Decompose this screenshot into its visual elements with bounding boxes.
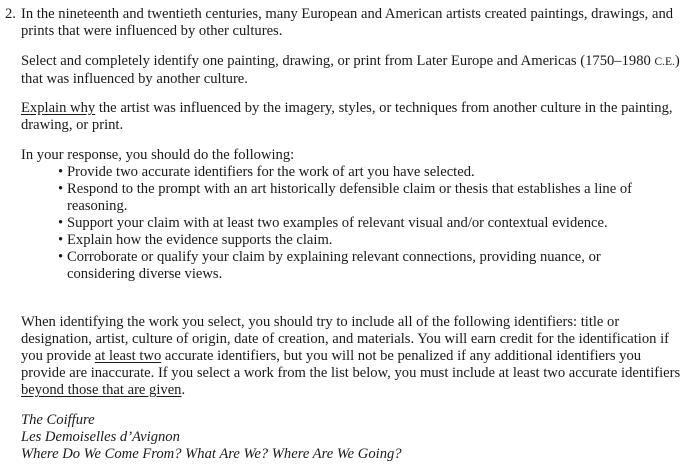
explain-text: the artist was influenced by the imagery, styles, or techniques from another culture in the painting, drawing, or print. [21,100,673,133]
requirement-item [58,232,658,249]
requirements-list [21,164,658,283]
identifier-instructions [21,314,685,399]
bullet-icon: • [58,232,64,248]
era-abbreviation: C.E. [654,56,675,68]
requirement-item [58,181,658,215]
requirement-item [58,249,658,283]
identifier-text-2: accurate identifiers, but you will not be penalized if any additional identifiers you provide are inaccurate. If you select a work from the list below, you must include at least two accurate identifiers [21,348,681,381]
explain-why-emphasis: Explain why [21,100,96,116]
bullet-icon: • [58,181,64,197]
bullet-icon: • [58,164,64,180]
requirement-text: Corroborate or qualify your claim by explaining relevant connections, providing nuance, or considering diverse views. [67,249,601,282]
bullet-icon: • [58,249,64,265]
selection-text-after: ) that was influenced by another culture. [21,53,680,87]
explain-instruction [21,100,685,134]
beyond-given-emphasis: beyond those that are given [21,382,182,398]
response-requirements [21,147,685,283]
artwork-title: The Coiffure [21,412,95,428]
identifier-text-1: When identifying the work you select, you should try to include all of the following identifiers: title or designation, artist, culture of origin, date of creation, and materials. You will earn credit for the identification if you provide [21,314,670,364]
selection-text-before: Select and completely identify one painting, drawing, or print from Later Europe and Americas (1750–1980 [21,53,655,69]
requirement-text: Respond to the prompt with an art historically defensible claim or thesis that establishes a line of reasoning. [67,181,632,214]
identifier-text-3: . [181,382,186,398]
artwork-title-list [21,412,685,463]
question-prompt: In the nineteenth and twentieth centuries, many European and American artists created paintings, drawings, and prints that were influenced by other cultures. [21,6,674,39]
bullet-icon: • [58,215,64,231]
artwork-title: Les Demoiselles d’Avignon [21,429,180,445]
requirement-text: Provide two accurate identifiers for the work of art you have selected. [67,164,475,180]
artwork-title: Where Do We Come From? What Are We? Where Are We Going? [21,446,402,462]
response-intro: In your response, you should do the following: [21,147,295,163]
selection-instruction [21,53,685,88]
question-number: 2. [5,6,16,22]
requirement-item [58,164,658,181]
requirement-item [58,215,658,232]
requirement-text: Support your claim with at least two examples of relevant visual and/or contextual evidence. [67,215,608,231]
requirement-text: Explain how the evidence supports the claim. [67,232,333,248]
at-least-two-emphasis: at least two [94,348,162,364]
